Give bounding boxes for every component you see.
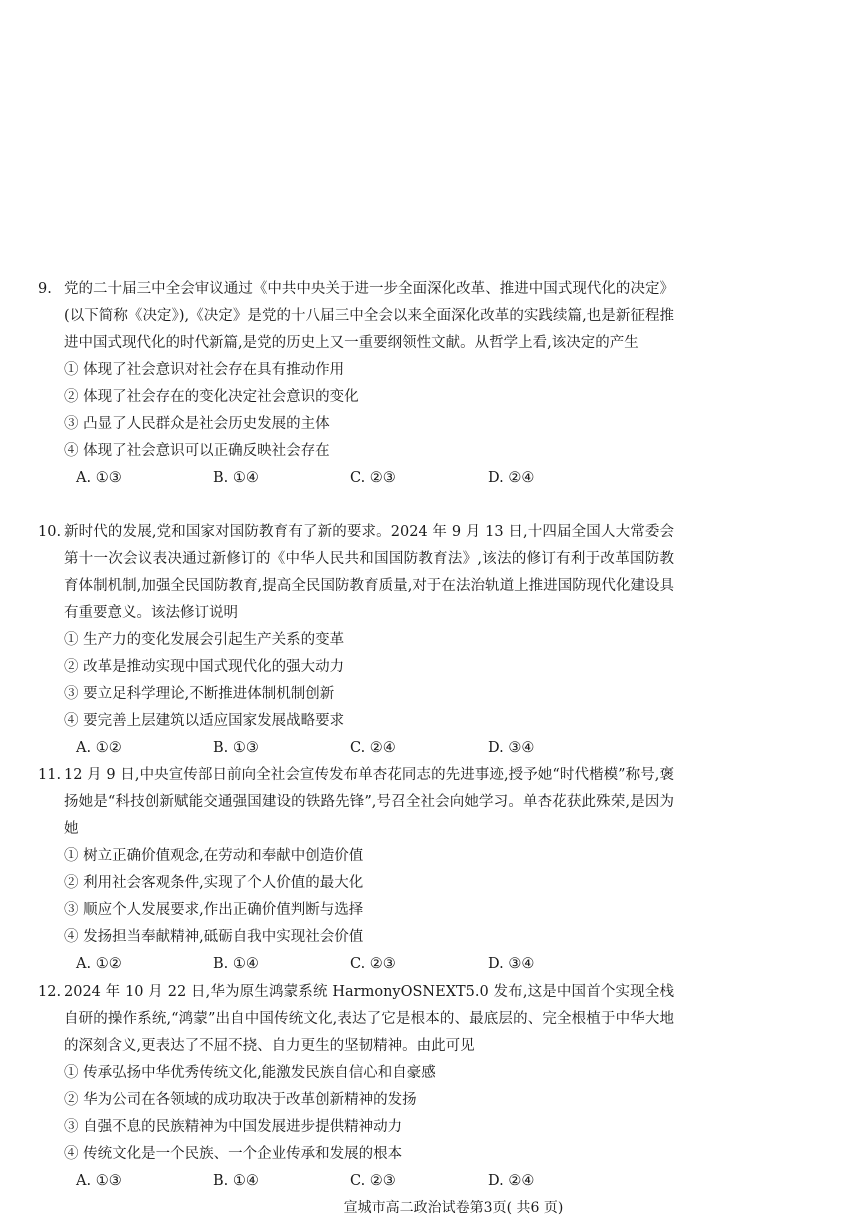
statement-item: ② 改革是推动实现中国式现代化的强大动力 [64, 659, 345, 675]
statement-item: ④ 传统文化是一个民族、一个企业传承和发展的根本 [64, 1146, 403, 1162]
page-footer: 宣城市高二政治试卷第3页( 共6 页) [343, 1200, 564, 1216]
answer-choice-c: C. ②③ [350, 956, 396, 972]
answer-choice-a: A. ①③ [76, 1173, 122, 1189]
answer-choice-a: A. ①② [76, 956, 122, 972]
statement-item: ② 体现了社会存在的变化决定社会意识的变化 [64, 389, 359, 405]
statement-item: ① 体现了社会意识对社会存在具有推动作用 [64, 362, 345, 378]
answer-choice-c: C. ②③ [350, 470, 396, 486]
question-number: 10. [38, 524, 62, 540]
question-number: 12. [38, 984, 62, 1000]
statement-item: ③ 顺应个人发展要求,作出正确价值判断与选择 [64, 902, 364, 918]
statement-item: ③ 自强不息的民族精神为中国发展进步提供精神动力 [64, 1119, 403, 1135]
statement-item: ① 传承弘扬中华优秀传统文化,能激发民族自信心和自豪感 [64, 1065, 436, 1081]
answer-choice-b: B. ①④ [213, 956, 259, 972]
statement-item: ① 树立正确价值观念,在劳动和奉献中创造价值 [64, 848, 364, 864]
statement-item: ④ 要完善上层建筑以适应国家发展战略要求 [64, 713, 345, 729]
answer-choice-d: D. ③④ [488, 740, 535, 756]
question-9 [38, 276, 838, 492]
answer-choice-d: D. ③④ [488, 956, 535, 972]
answer-choice-d: D. ②④ [488, 470, 535, 486]
statement-list [64, 357, 838, 465]
answer-choices [76, 465, 838, 492]
question-11 [38, 762, 838, 978]
question-number: 9. [38, 281, 52, 297]
statement-item: ③ 凸显了人民群众是社会历史发展的主体 [64, 416, 330, 432]
question-number: 11. [38, 767, 62, 783]
statement-item: ② 华为公司在各领域的成功取决于改革创新精神的发扬 [64, 1092, 417, 1108]
answer-choice-b: B. ①④ [213, 1173, 259, 1189]
question-stem: 新时代的发展,党和国家对国防教育有了新的要求。2024 年 9 月 13 日,十四届全国人大常委会第十一次会议表决通过新修订的《中华人民共和国国防教育法》,该法的修订有利于改革国防教育体制机制,加强全民国防教育,提高全民国防教育质量,对于在法治轨道上推进国防现代化建设具有重要意义。该法修订说明 [64, 524, 674, 621]
answer-choice-b: B. ①③ [213, 740, 259, 756]
statement-item: ④ 发扬担当奉献精神,砥砺自我中实现社会价值 [64, 929, 364, 945]
question-12 [38, 979, 838, 1195]
statement-list [64, 843, 838, 951]
question-stem: 12 月 9 日,中央宣传部日前向全社会宣传发布单杏花同志的先进事迹,授予她“时代楷模”称号,褒扬她是“科技创新赋能交通强国建设的铁路先锋”,号召全社会向她学习。单杏花获此殊荣,是因为她 [64, 767, 674, 837]
question-stem: 党的二十届三中全会审议通过《中共中央关于进一步全面深化改革、推进中国式现代化的决定》(以下简称《决定》),《决定》是党的十八届三中全会以来全面深化改革的实践续篇,也是新征程推进中国式现代化的时代新篇,是党的历史上又一重要纲领性文献。从哲学上看,该决定的产生 [64, 281, 674, 351]
statement-item: ③ 要立足科学理论,不断推进体制机制创新 [64, 686, 335, 702]
answer-choice-c: C. ②③ [350, 1173, 396, 1189]
question-stem: 2024 年 10 月 22 日,华为原生鸿蒙系统 HarmonyOSNEXT5.0 发布,这是中国首个实现全栈自研的操作系统,“鸿蒙”出自中国传统文化,表达了它是根本的、最底层的、完全根植于中华大地的深刻含义,更表达了不屈不挠、自力更生的坚韧精神。由此可见 [64, 984, 674, 1054]
answer-choice-d: D. ②④ [488, 1173, 535, 1189]
answer-choice-b: B. ①④ [213, 470, 259, 486]
answer-choices [76, 951, 838, 978]
statement-item: ② 利用社会客观条件,实现了个人价值的最大化 [64, 875, 364, 891]
statement-item: ④ 体现了社会意识可以正确反映社会存在 [64, 443, 330, 459]
answer-choices [76, 735, 838, 762]
statement-item: ① 生产力的变化发展会引起生产关系的变革 [64, 632, 345, 648]
statement-list [64, 627, 838, 735]
answer-choice-a: A. ①② [76, 740, 122, 756]
question-10 [38, 519, 838, 762]
answer-choice-c: C. ②④ [350, 740, 396, 756]
answer-choices [76, 1168, 838, 1195]
answer-choice-a: A. ①③ [76, 470, 122, 486]
statement-list [64, 1060, 838, 1168]
